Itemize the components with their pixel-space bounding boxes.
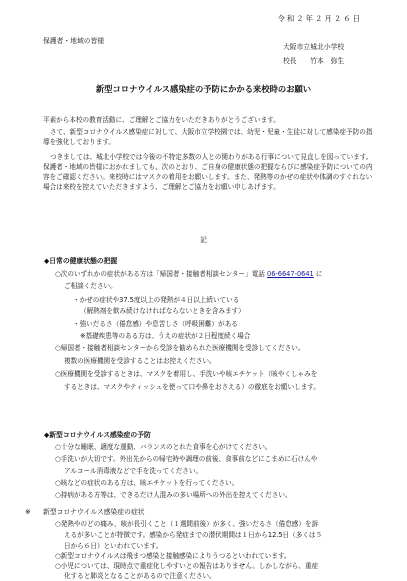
intro-paragraph-3-text: つきましては、城北小学校では今後の不特定多数の人との関わりがある行事について見直しを図っています。保護者・地域の皆様におかれましても、次のとおり、ご自身の健康状態の把握ならびに感染症予防についての内容をご確認ください。来校時にはマスクの着用をお願いします。また、発熱等のかぜの症状や体調のすぐれない場合は来校を控えていただきますよう、ご理解とご協力をお願い申しあげます。 [43, 153, 373, 191]
section-health-line: ご相談ください。 [64, 282, 117, 290]
section-prevention-line: ○咳などの症状のある方は、咳エチケットを行ってください。 [55, 479, 239, 487]
intro-paragraph-2 [43, 128, 373, 148]
section-health-line: ○帰国者・接触者相談センターから受診を勧められた医療機関を受診してください。 [55, 344, 305, 352]
intro-paragraph-1 [43, 116, 373, 126]
intro-paragraph-1-text: 平素から本校の教育活動に、ご理解とご協力をいただきありがとうございます。 [43, 116, 280, 124]
section-health-line-text: ○次のいずれかの症状がある方は「帰国者・接触者相談センター」電話 [55, 270, 265, 278]
section-prevention-heading: ◆新型コロナウイルス感染症の予防 [44, 431, 151, 439]
ki-heading: 記 [200, 236, 207, 244]
consultation-phone-number[interactable]: 06-6647-0641 [267, 270, 314, 278]
sender-organization: 大阪市立城北小学校 [283, 43, 345, 51]
section-prevention-line: ○手洗いが大切です。外出先からの帰宅時や調理の前後、食事前などにこまめに石けんや [55, 455, 318, 463]
section-health-line [55, 270, 322, 279]
section-prevention-line: ○持病がある方等は、できるだけ人混みの多い場所への外出を控えてください。 [55, 491, 292, 499]
section-symptoms-line: 日から６日）といわれています。 [64, 542, 163, 550]
document-date: 令和２年２月２６日 [277, 14, 362, 23]
section-symptoms-line: ○小児については、現時点で重症化しやすいとの報告はありません。しかしながら、重症 [55, 562, 319, 570]
section-prevention-line: アルコール消毒液などで手を洗ってください。 [64, 467, 203, 475]
intro-paragraph-3 [43, 153, 373, 193]
intro-paragraph-2-text: さて、新型コロナウイルス感染症に対して、大阪市立学校園では、幼児・児童・生徒に対して感染症予防の指導を強化しております。 [43, 128, 373, 146]
section-symptoms-line: ○新型コロナウイルスは飛まつ感染と接触感染によりうつるといわれています。 [55, 552, 291, 560]
section-health-symptom-note: （解熱剤を飲み続けなければならないときを含みます） [80, 307, 245, 315]
section-symptoms-line: えるが多いことが特徴です。感染から発症までの潜伏期間は１日から12.5日（多くは５ [64, 531, 323, 539]
section-health-heading: ◆日常の健康状態の把握 [44, 257, 118, 265]
recipient-line: 保護者・地域の皆様 [43, 37, 105, 45]
section-symptoms-line: ○発熱やのどの痛み、咳が長引くこと（１週間前後）が多く、強いだるさ（倦怠感）を訴 [55, 520, 319, 528]
section-health-line-tail: に [315, 270, 323, 278]
section-health-symptom: ・かぜの症状や37.5度以上の発熱が４日以上続いている [73, 296, 240, 304]
section-health-symptom: ・強いだるさ（倦怠感）や息苦しさ（呼吸困難）がある [73, 320, 238, 328]
section-health-line: 複数の医療機関を受診することはお控えください。 [64, 357, 216, 365]
sender-name: 校長 竹本 弥生 [283, 57, 345, 65]
section-symptoms-heading: 新型コロナウイルス感染症の症状 [43, 508, 145, 516]
section-health-symptom-note: ※基礎疾患等のある方は、うえの症状が２日程度続く場合 [80, 332, 251, 340]
section-health-line: ○医療機関を受診するときは、マスクを着用し、手洗いや咳エチケット（咳やくしゃみを [55, 370, 318, 378]
document-title: 新型コロナウイルス感染症の予防にかかる来校時のお願い [95, 84, 312, 94]
section-health-line: するときは、マスクやティッシュを使って口や鼻をおさえる）の徹底をお願いします。 [64, 383, 320, 391]
section-prevention-line: ○十分な睡眠、適度な運動、バランスのとれた食事を心がけてください。 [55, 443, 272, 451]
section-symptoms-line: 化すると肺炎となることがあるので注意ください。 [64, 572, 216, 580]
note-mark: ※ [25, 508, 31, 516]
